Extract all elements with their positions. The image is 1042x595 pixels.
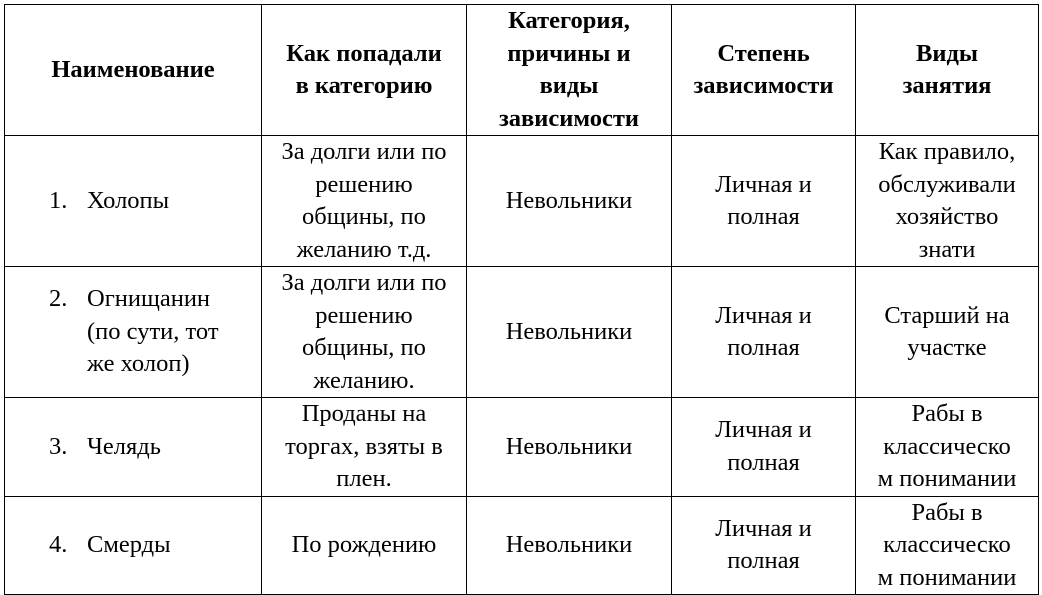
row-category: Невольники [467,496,672,595]
header-occupation: Виды занятия [856,5,1039,136]
row-how: За долги или по решению общины, по желанию т.д. [262,136,467,267]
table-row [5,136,1039,267]
row-number: 1. [49,186,68,214]
row-degree: Личная и полная [672,136,856,267]
row-degree: Личная и полная [672,398,856,497]
table-row [5,267,1039,398]
row-occupation: Старший на участке [856,267,1039,398]
table-row [5,496,1039,595]
row-name-cell [5,136,262,267]
header-category: Категория, причины и виды зависимости [467,5,672,136]
row-occupation: Как правило, обслуживали хозяйство знати [856,136,1039,267]
table-row [5,398,1039,497]
row-occupation: Рабы в классическо м понимании [856,496,1039,595]
row-how: Проданы на торгах, взяты в плен. [262,398,467,497]
row-category: Невольники [467,136,672,267]
row-name: Челядь [87,432,161,460]
row-degree: Личная и полная [672,496,856,595]
row-how: За долги или по решению общины, по желанию. [262,267,467,398]
row-name: Огнищанин (по сути, тот же холоп) [87,285,219,378]
header-degree: Степень зависимости [672,5,856,136]
row-degree: Личная и полная [672,267,856,398]
row-name: Холопы [87,186,170,214]
header-how: Как попадали в категорию [262,5,467,136]
row-category: Невольники [467,398,672,497]
row-occupation: Рабы в классическо м понимании [856,398,1039,497]
row-category: Невольники [467,267,672,398]
row-number: 4. [49,531,68,558]
row-number: 3. [49,432,68,460]
row-name-cell [5,267,262,398]
row-name: Смерды [87,531,171,558]
header-row [5,5,1039,136]
header-name: Наименование [5,5,262,136]
row-how: По рождению [262,496,467,595]
dependency-table [4,4,1039,595]
row-name-cell [5,398,262,497]
row-number: 2. [49,285,68,313]
row-name-cell [5,496,262,595]
